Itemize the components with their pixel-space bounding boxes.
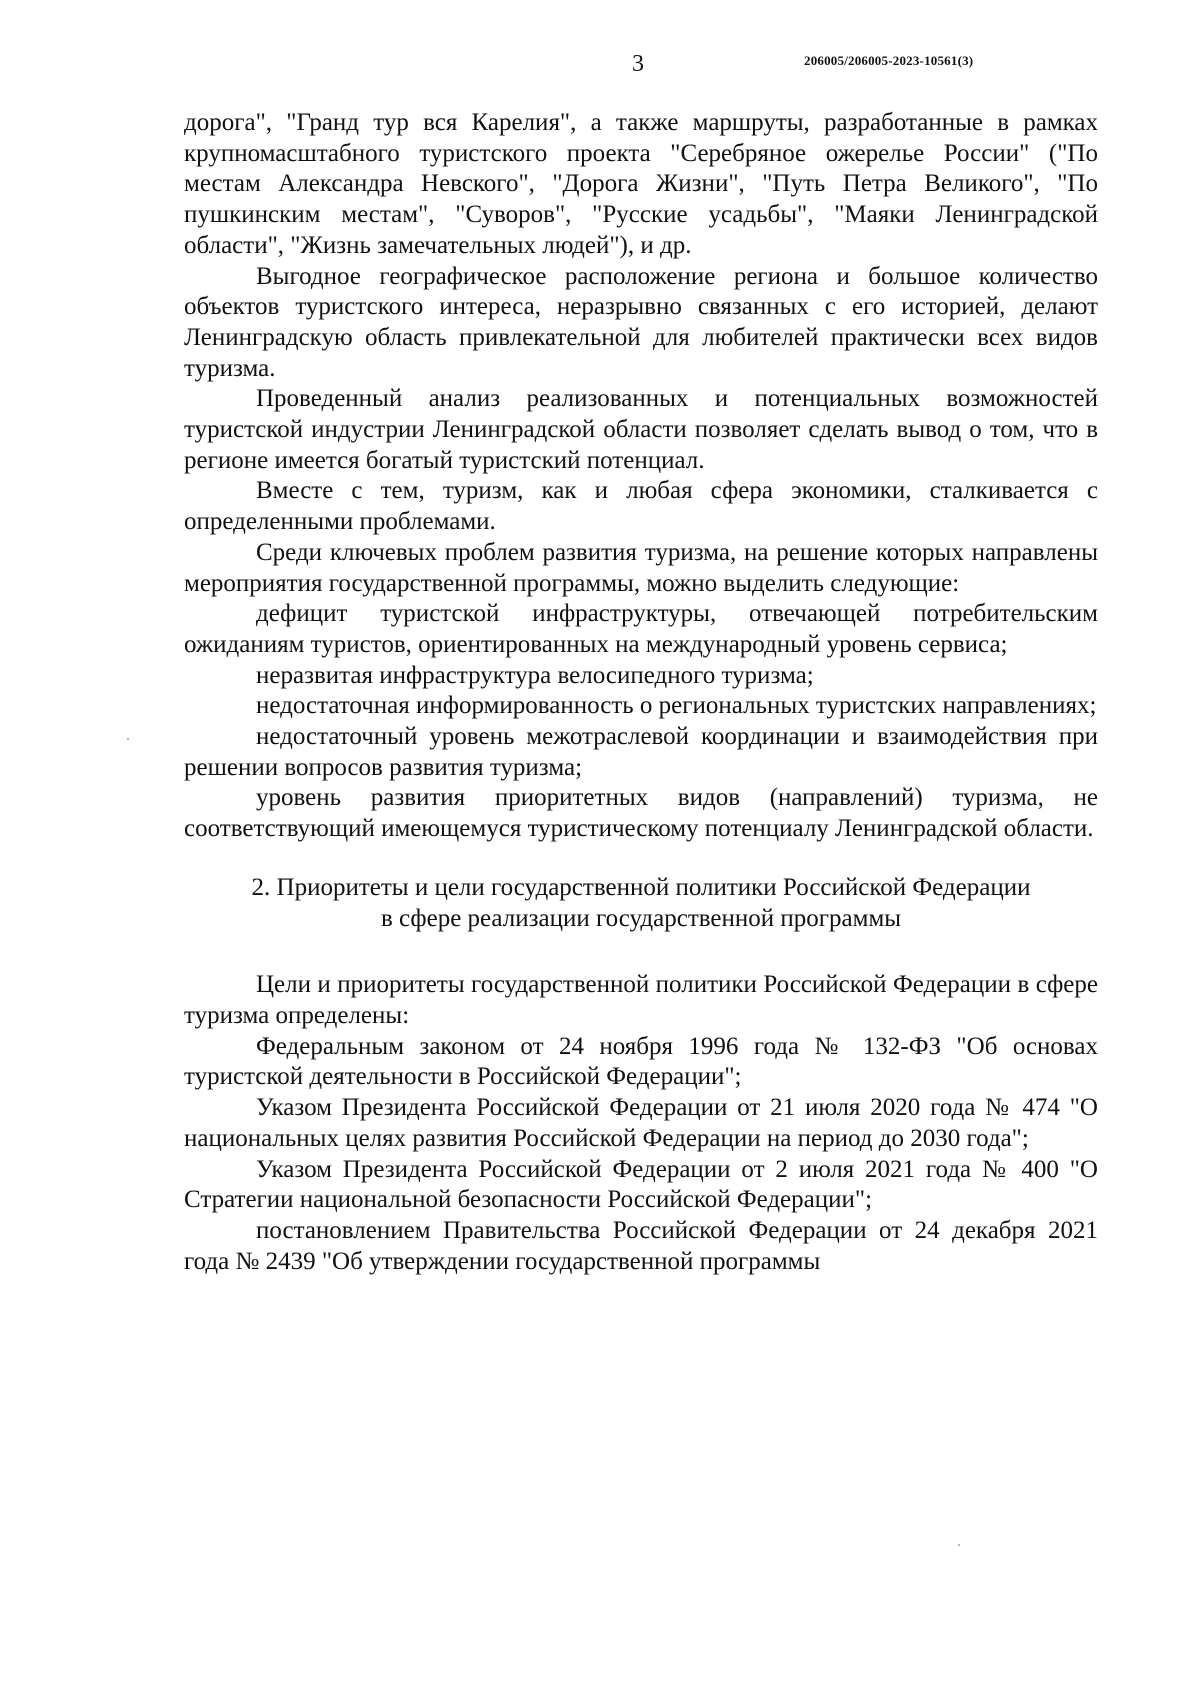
paragraph: дорога", "Гранд тур вся Карелия", а также маршруты, разработанные в рамках крупномасштабного туристского проекта "Серебряное ожерелье России" ("По местам Александра Невского", "Дорога Жизни", "Путь Петра Великого", "По пушкинским местам", "Суворов", "Русские усадьбы", "Маяки Ленинградской области", "Жизнь замечательных людей"), и др. — [184, 109, 1098, 259]
paragraph: Федеральным законом от 24 ноября 1996 года № 132-ФЗ "Об основах туристской деятельности в Российской Федерации"; — [184, 1032, 1098, 1091]
section-heading — [184, 873, 1098, 934]
list-item: уровень развития приоритетных видов (направлений) туризма, не соответствующий имеющемуся туристическому потенциалу Ленинградской области. — [184, 784, 1098, 843]
list-item: неразвитая инфраструктура велосипедного туризма; — [256, 661, 814, 689]
paragraph: Проведенный анализ реализованных и потенциальных возможностей туристской индустрии Ленинградской области позволяет сделать вывод о том, что в регионе имеется богатый туристский потенциал. — [184, 385, 1098, 474]
page-number: 3 — [632, 51, 644, 77]
paragraph: Указом Президента Российской Федерации от 2 июля 2021 года № 400 "О Стратегии национальной безопасности Российской Федерации"; — [184, 1155, 1098, 1214]
paragraph: Цели и приоритеты государственной политики Российской Федерации в сфере туризма определены: — [184, 971, 1098, 1029]
scan-speck — [958, 1544, 960, 1546]
list-item: недостаточный уровень межотраслевой координации и взаимодействия при решении вопросов развития туризма; — [184, 723, 1098, 781]
section-heading-line: 2. Приоритеты и цели государственной политики Российской Федерации — [251, 873, 1031, 901]
paragraph: Указом Президента Российской Федерации от 21 июля 2020 года № 474 "О национальных целях развития Российской Федерации на период до 2030 года"; — [184, 1094, 1098, 1152]
paragraph: Среди ключевых проблем развития туризма, на решение которых направлены мероприятия государственной программы, можно выделить следующие: — [184, 538, 1098, 597]
list-item: недостаточная информированность о региональных туристских направлениях; — [256, 692, 1097, 720]
document-id: 206005/206005-2023-10561(3) — [804, 53, 974, 68]
document-body — [184, 108, 1098, 1277]
paragraph: Вместе с тем, туризм, как и любая сфера экономики, сталкивается с определенными проблемами. — [184, 477, 1098, 536]
section-heading-line: в сфере реализации государственной программы — [380, 904, 902, 932]
list-item: дефицит туристской инфраструктуры, отвечающей потребительским ожиданиям туристов, ориентированных на международный уровень сервиса; — [184, 600, 1098, 658]
scan-speck — [127, 738, 129, 740]
paragraph: Выгодное географическое расположение региона и большое количество объектов туристского интереса, неразрывно связанных с его историей, делают Ленинградскую область привлекательной для любителей практически всех видов туризма. — [184, 262, 1098, 382]
paragraph: постановлением Правительства Российской Федерации от 24 декабря 2021 года № 2439 "Об утверждении государственной программы — [184, 1216, 1098, 1275]
